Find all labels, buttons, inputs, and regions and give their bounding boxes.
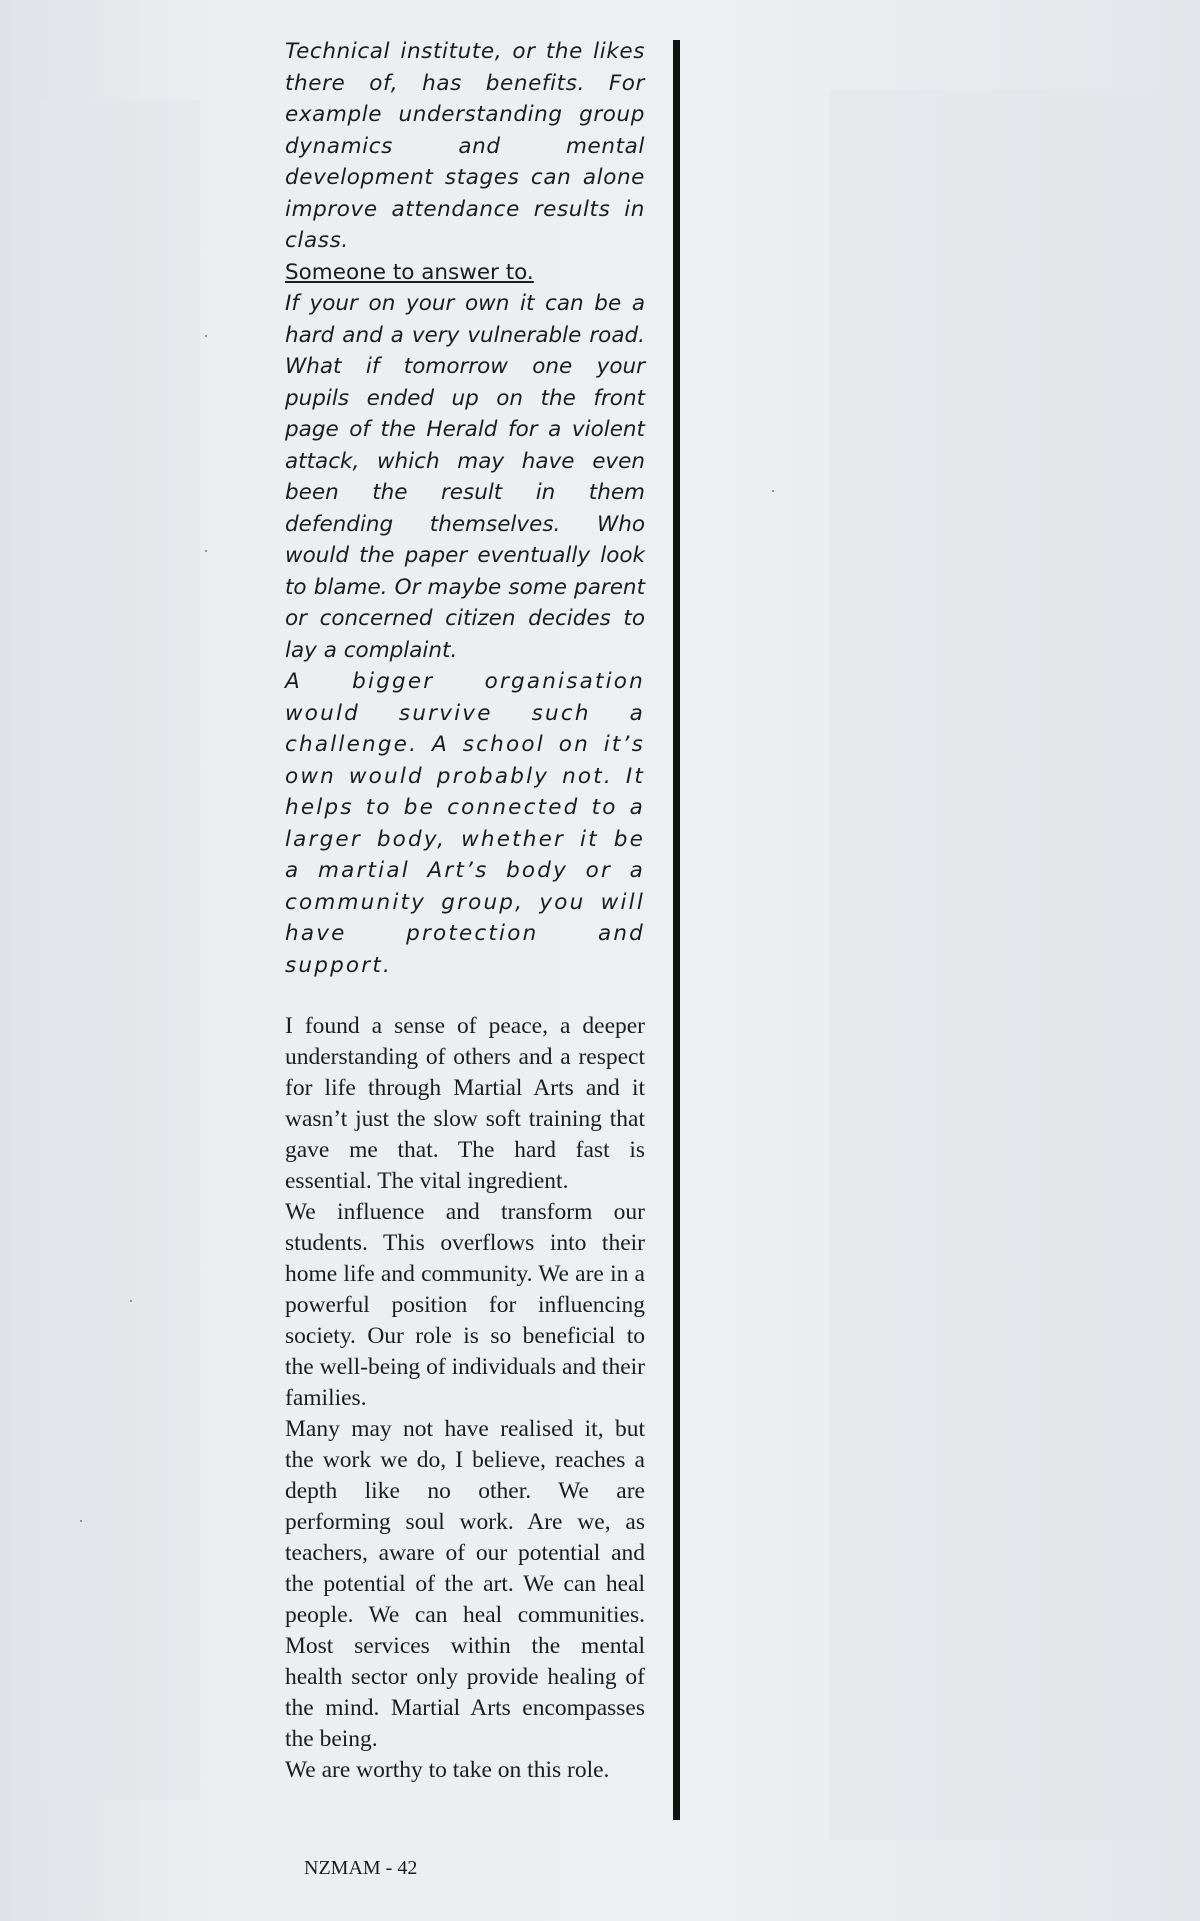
influence-paragraph: We influence and transform our students. This overflows into their home life and community. We are in a powerful position for influencing society. Our role is so beneficial to the well-being of individuals and their families. bbox=[285, 1199, 645, 1411]
intro-paragraph: Technical institute, or the likes there of, has benefits. For example understanding group dynamics and mental development stages can alone improve attendance results in class. bbox=[285, 39, 645, 253]
section-heading: Someone to answer to. bbox=[285, 259, 534, 285]
peace-paragraph: I found a sense of peace, a deeper understanding of others and a respect for life through Martial Arts and it wasn’t just the slow soft training that gave me that. The hard fast is essential. The vital ingredient. bbox=[285, 1013, 645, 1194]
closing-line: We are worthy to take on this role. bbox=[285, 1757, 610, 1783]
speck bbox=[205, 335, 207, 337]
speck bbox=[772, 490, 774, 492]
bleed-through-left bbox=[30, 100, 200, 1800]
paragraph-gap bbox=[285, 981, 645, 1011]
article-column bbox=[285, 36, 645, 1786]
page-footer: NZMAM - 42 bbox=[304, 1857, 418, 1879]
speck bbox=[80, 1520, 82, 1522]
column-divider-rule bbox=[673, 40, 680, 1820]
speck bbox=[205, 550, 207, 552]
soul-work-paragraph: Many may not have realised it, but the work we do, I believe, reaches a depth like no other. We are performing soul work. Are we, as teachers, aware of our potential and the potential of the art. We can heal people. We can heal communities. Most services within the mental health sector only provide healing of the mind. Martial Arts encompasses the being. bbox=[285, 1416, 645, 1752]
vulnerability-paragraph: If your on your own it can be a hard and a very vulnerable road. What if tomorrow one your pupils ended up on the front page of the Herald for a violent attack, which may have even been the result in them defending themselves. Who would the paper eventually look to blame. Or maybe some parent or concerned citizen decides to lay a complaint. bbox=[285, 291, 645, 663]
organisation-paragraph: A bigger organisation would survive such a challenge. A school on it’s own would probably not. It helps to be connected to a larger body, whether it be a martial Art’s body or a community group, you will have protection and support. bbox=[285, 669, 645, 978]
speck bbox=[130, 1300, 132, 1302]
bleed-through-right bbox=[830, 90, 1160, 1840]
